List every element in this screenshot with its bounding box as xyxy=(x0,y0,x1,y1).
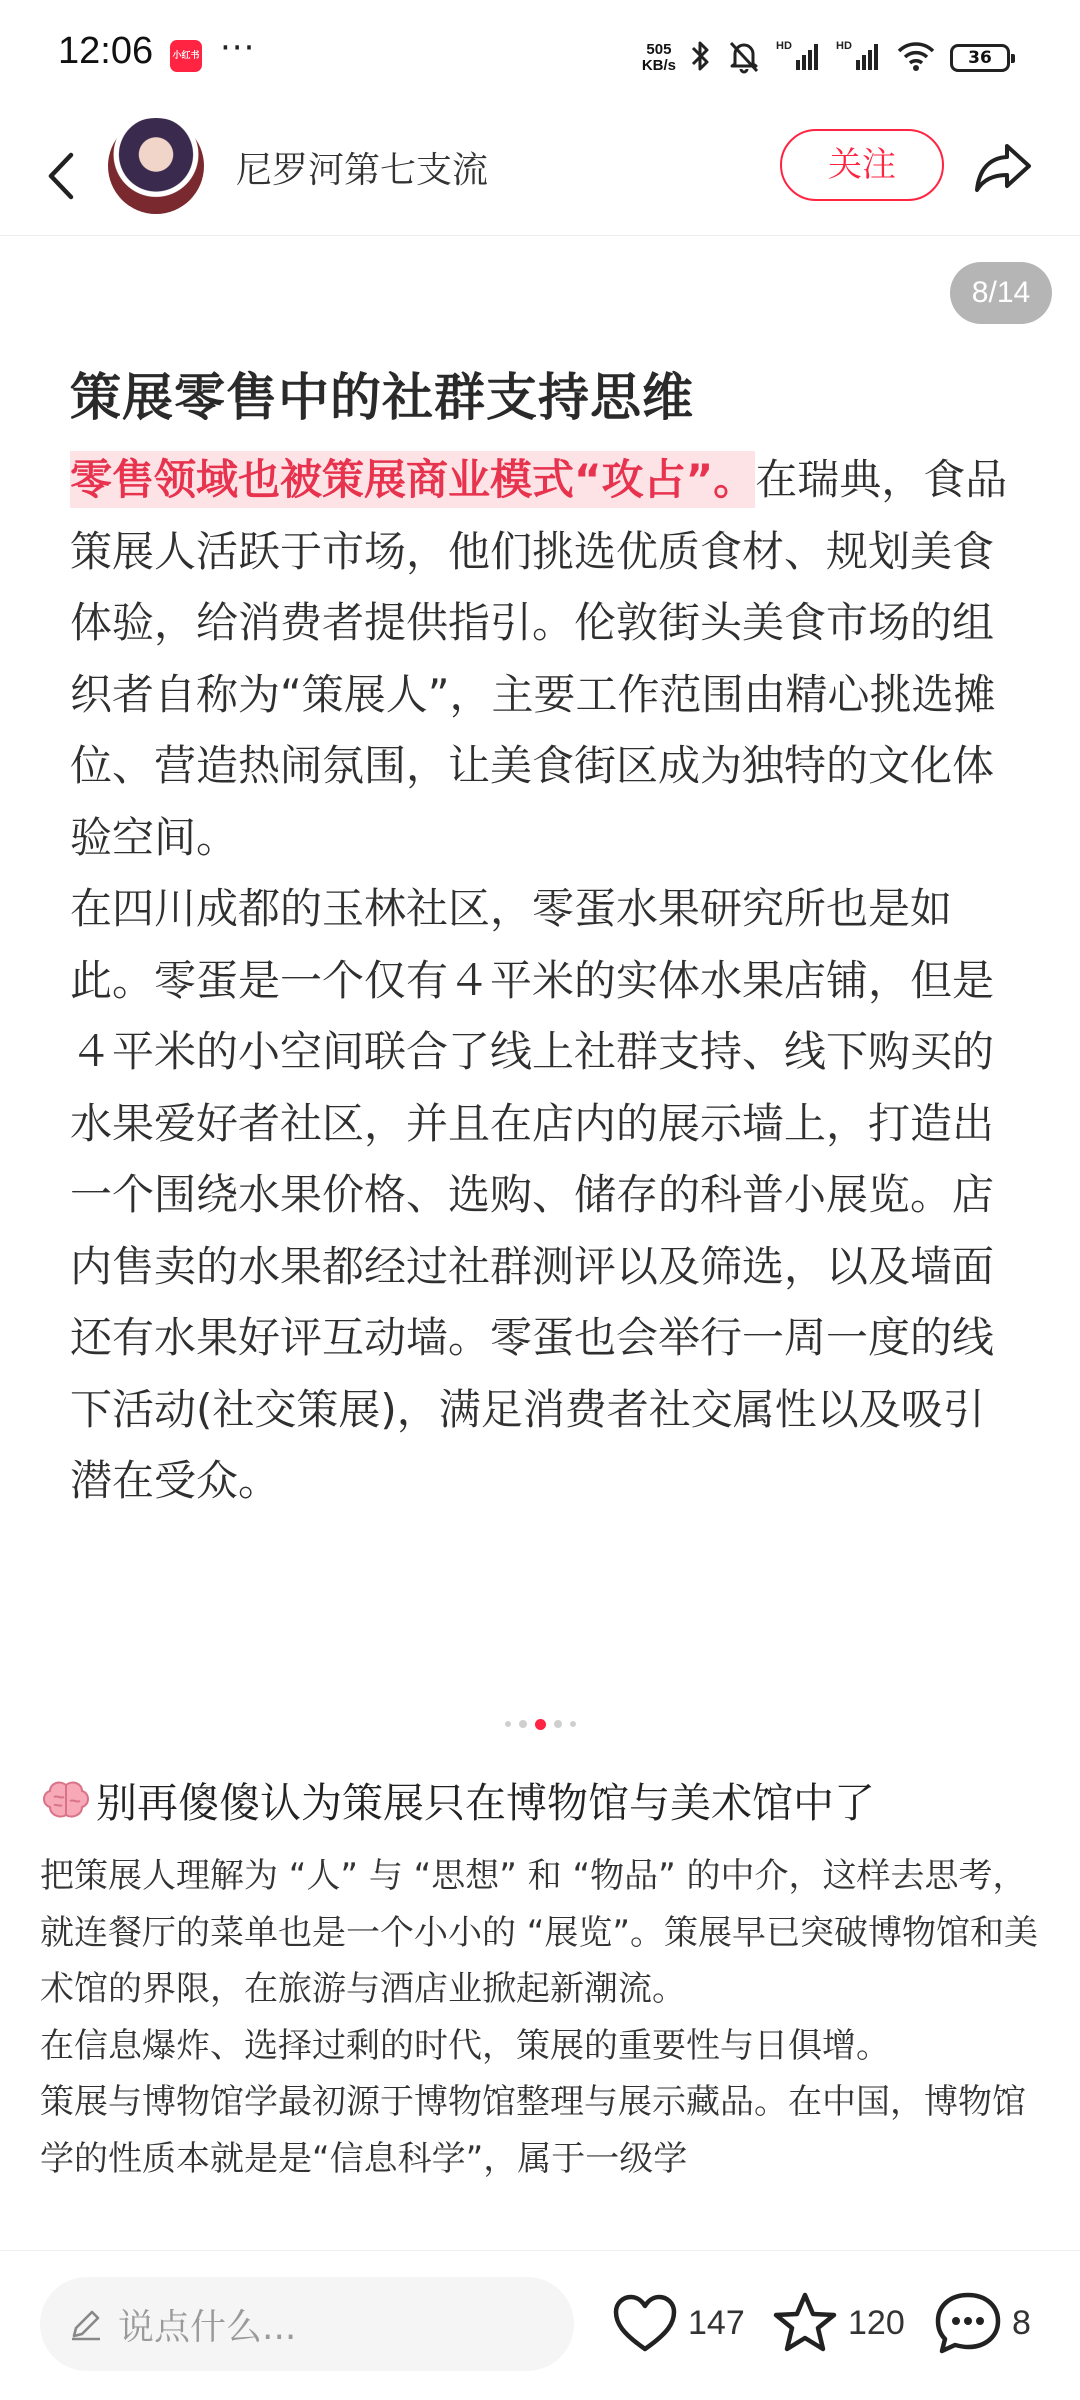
content-fade xyxy=(0,2210,1080,2250)
note-paragraph: 策展与博物馆学最初源于博物馆整理与展示藏品。在中国，博物馆学的性质本就是是“信息科学”，属于一级学 xyxy=(40,2082,1026,2179)
signal-hd-icon xyxy=(836,38,882,78)
carousel-dot xyxy=(505,1721,511,1727)
highlighted-text: 零售领域也被策展商业模式“攻占”。 xyxy=(70,451,755,508)
comment-placeholder: 说点什么... xyxy=(118,2306,297,2348)
comment-input[interactable] xyxy=(40,2277,574,2371)
like-count: 147 xyxy=(688,2303,745,2342)
app-notification-icon: 小红书 xyxy=(170,40,202,72)
collect-button[interactable] xyxy=(772,2287,905,2359)
network-speed-value: 505 xyxy=(646,41,672,58)
bluetooth-icon xyxy=(690,38,712,78)
carousel-dot xyxy=(519,1720,527,1728)
note-paragraph: 在信息爆炸、选择过剩的时代，策展的重要性与日俱增。 xyxy=(40,2025,890,2066)
mute-icon xyxy=(726,38,762,78)
share-button[interactable] xyxy=(968,132,1038,202)
note-body xyxy=(40,1848,1040,2187)
more-notifications-icon: ··· xyxy=(220,28,256,68)
note-title xyxy=(40,1770,875,1829)
network-speed xyxy=(642,42,676,74)
comment-icon xyxy=(934,2291,1002,2355)
back-button[interactable] xyxy=(28,140,92,212)
card-title: 策展零售中的社群支持思维 xyxy=(70,369,695,428)
note-title-text: 别再傻傻认为策展只在博物馆与美术馆中了 xyxy=(96,1779,875,1827)
back-arrow-icon xyxy=(43,151,77,201)
comments-button[interactable] xyxy=(934,2287,1031,2359)
like-button[interactable] xyxy=(612,2287,745,2359)
svg-text:HD: HD xyxy=(776,40,792,52)
carousel-dot xyxy=(570,1721,576,1727)
star-icon xyxy=(772,2291,838,2355)
battery-icon: 36 xyxy=(950,44,1010,72)
collect-count: 120 xyxy=(848,2303,905,2342)
card-paragraph-text: 在瑞典，食品策展人活跃于市场，他们挑选优质食材、规划美食体验，给消费者提供指引。伦敦街头美食市场的组织者自称为“策展人”，主要工作范围由精心挑选摊位、营造热闹氛围，让美食街区成为独特的文化体验空间。 xyxy=(70,455,1008,862)
svg-text:HD: HD xyxy=(836,40,852,52)
carousel-indicator xyxy=(490,1716,590,1732)
follow-button[interactable]: 关注 xyxy=(780,129,944,201)
status-time: 12:06 xyxy=(58,30,154,72)
network-speed-unit: KB/s xyxy=(641,57,676,74)
image-page-indicator: 8/14 xyxy=(950,262,1052,324)
note-paragraph: 把策展人理解为 “人” 与 “思想” 和 “物品” 的中介，这样去思考，就连餐厅的菜单也是一个小小的 “展览”。策展早已突破博物馆和美术馆的界限，在旅游与酒店业掀起新潮流。 xyxy=(40,1856,1039,2009)
note-header xyxy=(0,118,1080,236)
card-paragraph xyxy=(70,444,1015,873)
carousel-dot-active xyxy=(535,1719,546,1730)
pencil-icon xyxy=(68,2306,104,2342)
card-body xyxy=(70,444,1015,1517)
wifi-icon xyxy=(896,38,936,78)
brain-icon xyxy=(40,1777,92,1823)
heart-icon xyxy=(612,2293,678,2353)
carousel-dot xyxy=(554,1720,562,1728)
comment-count: 8 xyxy=(1012,2303,1031,2342)
signal-hd-icon xyxy=(776,38,822,78)
card-paragraph: 在四川成都的玉林社区，零蛋水果研究所也是如此。零蛋是一个仅有４平米的实体水果店铺，但是４平米的小空间联合了线上社群支持、线下购买的水果爱好者社区，并且在店内的展示墙上，打造出一个围绕水果价格、选购、储存的科普小展览。店内售卖的水果都经过社群测评以及筛选，以及墙面还有水果好评互动墙。零蛋也会举行一周一度的线下活动(社交策展)，满足消费者社交属性以及吸引潜在受众。 xyxy=(70,884,995,1505)
author-avatar[interactable] xyxy=(108,118,204,214)
share-icon xyxy=(973,140,1033,194)
status-bar xyxy=(0,0,1080,118)
bottom-action-bar xyxy=(0,2250,1080,2400)
author-name[interactable]: 尼罗河第七支流 xyxy=(236,150,489,191)
status-indicators xyxy=(642,36,1010,80)
